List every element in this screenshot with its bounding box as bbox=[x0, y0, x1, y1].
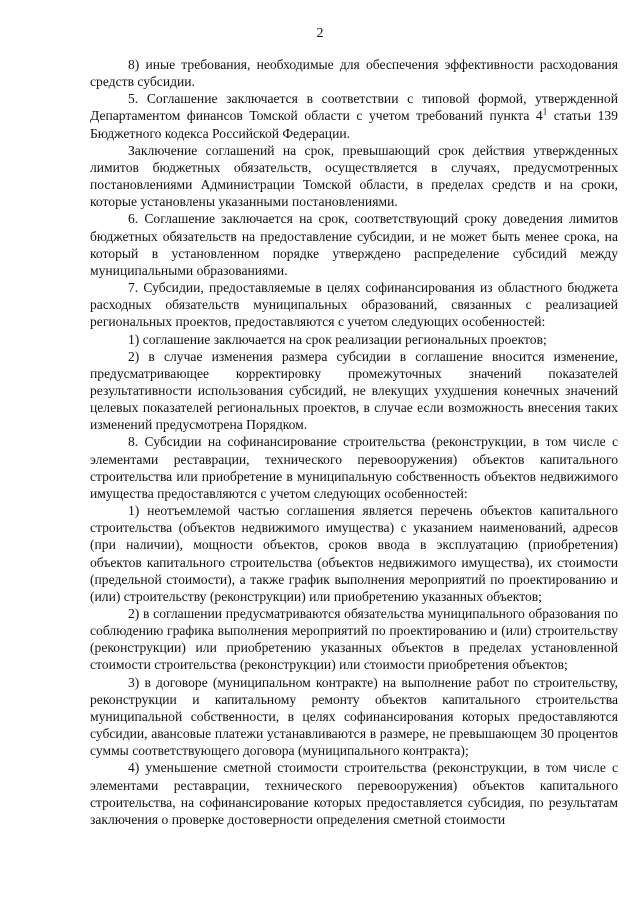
paragraph-5-tail: статьи 139 Бюджетного кодекса Российской Федерации. bbox=[90, 108, 618, 141]
paragraph-7-item-2: 2) в случае изменения размера субсидии в соглашение вносится изменение, предусматривающее корректировку промежуточных значений показателей результативности использования субсидий, не влекущих ухудшения конечных значений целевых показателей региональных проектов, в случае если возможность внесения таких изменений предусмотрена Порядком. bbox=[90, 348, 618, 433]
paragraph-7-regional-projects: 7. Субсидии, предоставляемые в целях софинансирования из областного бюджета расходных обязательств муниципальных образований, связанных с реализацией региональных проектов, предоставляются с учетом следующих особенностей: bbox=[90, 280, 618, 330]
paragraph-8-item-1: 1) неотъемлемой частью соглашения является перечень объектов капитального строительства (объектов недвижимого имущества) с указанием наименований, адресов (при наличии), мощности объектов, сроков ввода в эксплуатацию (приобретения) объектов капитального строительства (объектов недвижимого имущества), их стоимости (предельной стоимости), а также график выполнения мероприятий по проектированию и (или) строительству (реконструкции) или приобретению указанных объектов; bbox=[90, 503, 618, 604]
paragraph-8-item-4: 4) уменьшение сметной стоимости строительства (реконструкции, в том числе с элементами реставрации, технического перевооружения) объектов капитального строительства, на софинансирование которых предоставляется субсидия, по результатам заключения о проверке достоверности определения сметной стоимости bbox=[90, 760, 618, 827]
paragraph-7-item-1: 1) соглашение заключается на срок реализации региональных проектов; bbox=[128, 331, 547, 347]
paragraph-5-agreement-standard-form bbox=[90, 90, 618, 141]
paragraph-5-superscript: 1 bbox=[542, 106, 548, 117]
paragraph-8-capital-construction: 8. Субсидии на софинансирование строительства (реконструкции, в том числе с элементами реставрации, технического перевооружения) объектов капитального строительства или приобретение в муниципальную собственность объектов недвижимого имущества предоставляются с учетом следующих особенностей: bbox=[90, 434, 618, 501]
paragraph-item-8-other-requirements: 8) иные требования, необходимые для обеспечения эффективности расходования средств субсидии. bbox=[90, 57, 618, 90]
document-body bbox=[90, 56, 618, 828]
paragraph-6-agreement-term: 6. Соглашение заключается на срок, соответствующий сроку доведения лимитов бюджетных обязательств на предоставление субсидии, и не может быть менее срока, на который в установленном порядке утверждено распределение субсидий между муниципальными образованиями. bbox=[90, 211, 618, 278]
paragraph-8-item-3: 3) в договоре (муниципальном контракте) на выполнение работ по строительству, реконструкции и капитальному ремонту объектов капитального строительства муниципальной собственности, в целях софинансирования которых предоставляются субсидии, авансовые платежи устанавливаются в размере, не превышающем 30 процентов суммы соответствующего договора (муниципального контракта); bbox=[90, 674, 618, 759]
paragraph-5-text: 5. Соглашение заключается в соответствии с типовой формой, утвержденной Департаментом финансов Томской области с учетом требований пункта 4 bbox=[90, 91, 618, 124]
paragraph-8-item-2: 2) в соглашении предусматриваются обязательства муниципального образования по соблюдению графика выполнения мероприятий по проектированию и (или) строительству (реконструкции) или приобретению указанных объектов в пределах установленной стоимости строительства (реконструкции) или стоимости приобретения объектов; bbox=[90, 606, 618, 673]
paragraph-agreement-term-exceeding: Заключение соглашений на срок, превышающий срок действия утвержденных лимитов бюджетных обязательств, осуществляется в случаях, предусмотренных постановлениями Администрации Томской области, в пределах средств и на сроки, которые установлены указанными постановлениями. bbox=[90, 142, 618, 210]
page-number: 2 bbox=[316, 26, 324, 41]
